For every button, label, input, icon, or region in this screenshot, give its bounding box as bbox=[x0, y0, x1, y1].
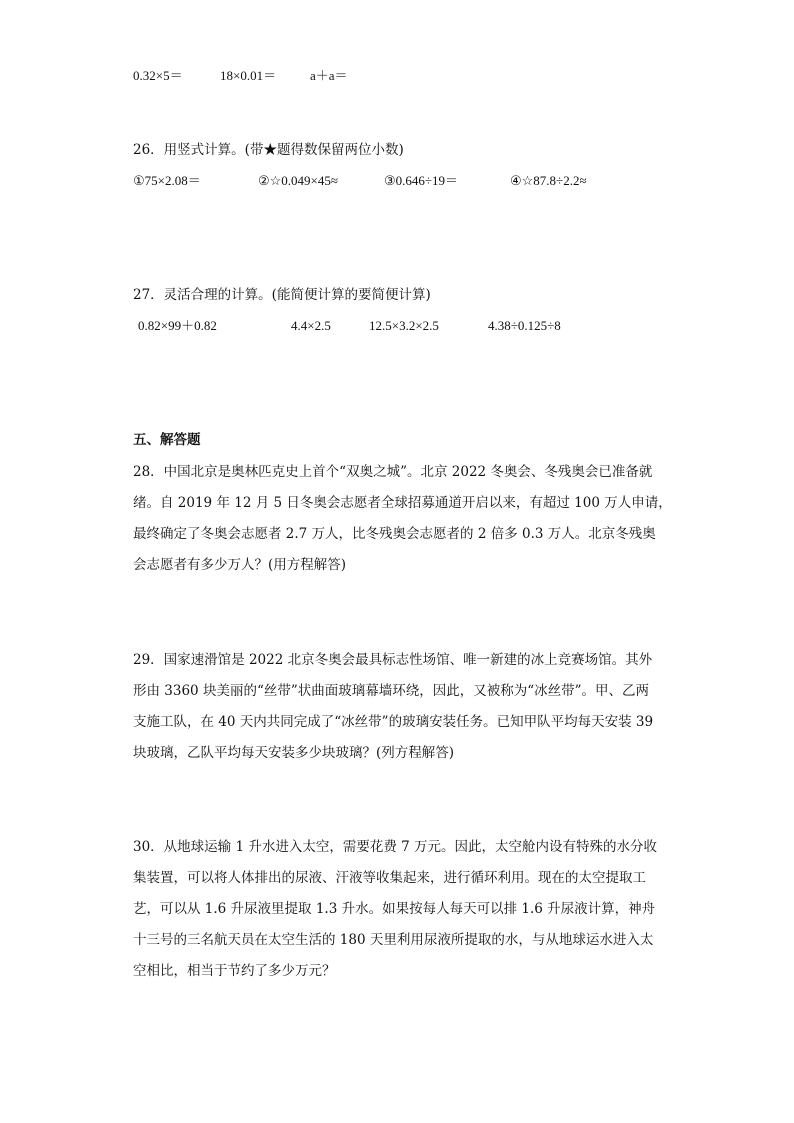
section-heading: 五、解答题 bbox=[133, 432, 201, 448]
q27-item-2: 4.4×2.5 bbox=[291, 318, 331, 333]
q27-item-4: 4.38÷0.125÷8 bbox=[488, 318, 561, 333]
q28-line-1: 28．中国北京是奥林匹克史上首个“双奥之城”。北京 2022 冬奥会、冬残奥会已准备就 bbox=[133, 464, 653, 480]
q30-line-4: 十三号的三名航天员在太空生活的 180 天里利用尿液所提取的水，与从地球运水进入太 bbox=[133, 932, 654, 948]
calc-item-3: a＋a＝ bbox=[310, 68, 348, 83]
q30-line-1: 30．从地球运输 1 升水进入太空，需要花费 7 万元。因此，太空舱内设有特殊的水分收 bbox=[133, 839, 658, 855]
q27-item-1: 0.82×99＋0.82 bbox=[138, 318, 217, 333]
q26-item-3: ③0.646÷19＝ bbox=[384, 173, 459, 188]
q29-line-1: 29．国家速滑馆是 2022 北京冬奥会最具标志性场馆、唯一新建的冰上竞赛场馆。其外 bbox=[133, 652, 653, 668]
q28-line-2: 绪。自 2019 年 12 月 5 日冬奥会志愿者全球招募通道开启以来，有超过 100 万人申请， bbox=[133, 495, 672, 511]
calc-item-2: 18×0.01＝ bbox=[220, 68, 277, 83]
q29-line-2: 形由 3360 块美丽的“丝带”状曲面玻璃幕墙环绕，因此，又被称为“冰丝带”。甲、乙两 bbox=[133, 683, 650, 699]
q30-line-2: 集装置，可以将人体排出的尿液、汗液等收集起来，进行循环利用。现在的太空提取工 bbox=[133, 870, 646, 886]
q26-item-1: ①75×2.08＝ bbox=[133, 173, 201, 188]
q27-title: 27．灵活合理的计算。(能简便计算的要简便计算) bbox=[133, 287, 431, 303]
calc-item-1: 0.32×5＝ bbox=[133, 68, 183, 83]
q29-line-3: 支施工队，在 40 天内共同完成了“冰丝带”的玻璃安装任务。已知甲队平均每天安装 39 bbox=[133, 714, 654, 730]
q28-line-4: 会志愿者有多少万人？(用方程解答) bbox=[133, 557, 347, 573]
q26-item-4: ④☆87.8÷2.2≈ bbox=[510, 173, 587, 188]
q26-title: 26．用竖式计算。(带★题得数保留两位小数) bbox=[133, 142, 404, 158]
q30-line-3: 艺，可以从 1.6 升尿液里提取 1.3 升水。如果按每人每天可以排 1.6 升尿液计算，神舟 bbox=[133, 901, 656, 917]
q28-line-3: 最终确定了冬奥会志愿者 2.7 万人，比冬残奥会志愿者的 2 倍多 0.3 万人。北京冬残奥 bbox=[133, 526, 656, 542]
q26-item-2: ②☆0.049×45≈ bbox=[258, 173, 339, 188]
q29-line-4: 块玻璃，乙队平均每天安装多少块玻璃？(列方程解答) bbox=[133, 745, 455, 761]
q30-line-5: 空相比，相当于节约了多少万元？ bbox=[133, 963, 336, 979]
q27-item-3: 12.5×3.2×2.5 bbox=[369, 318, 439, 333]
